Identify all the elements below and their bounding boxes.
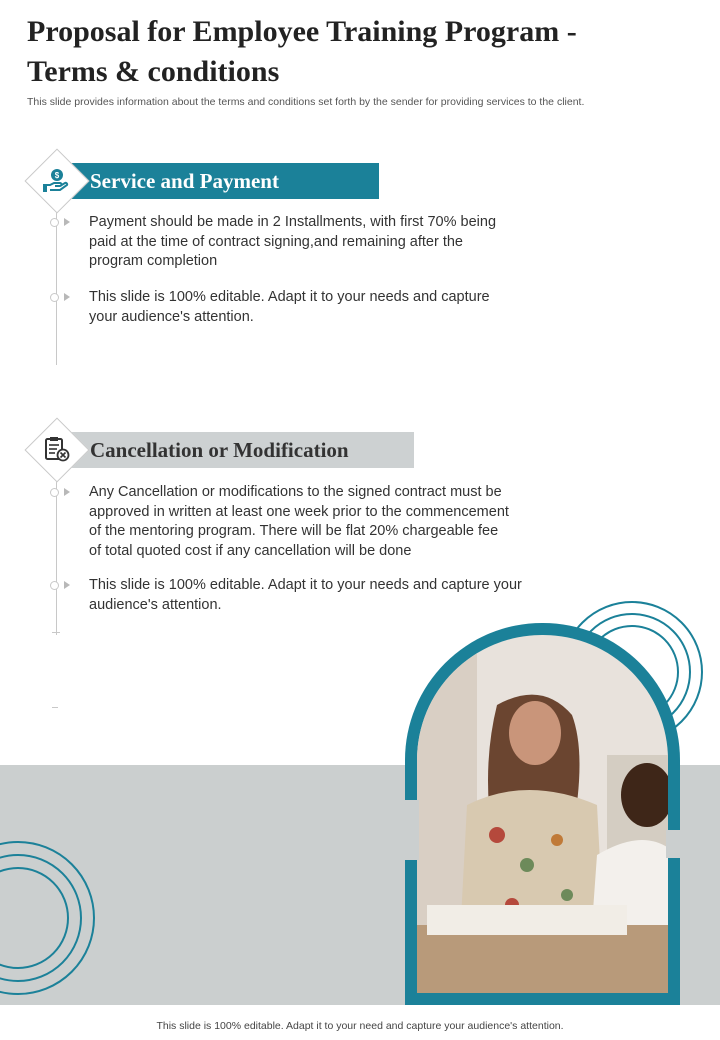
- concentric-circles-left: [0, 840, 100, 1000]
- bullet-line: of total quoted cost if any cancellation will be done: [89, 542, 412, 559]
- frame-gap: [405, 800, 419, 860]
- bullet-line: program completion: [89, 253, 218, 269]
- section-heading-cancellation: [72, 432, 414, 468]
- section-icon-badge: [24, 148, 88, 212]
- timeline-tick: [52, 632, 60, 633]
- footer-text: This slide is 100% editable. Adapt it to your need and capture your audience's attention.: [156, 1020, 564, 1032]
- bullet-line: Payment should be made in 2 Installments, with first 70% being: [89, 214, 497, 230]
- bullet-line: audience's attention.: [89, 596, 222, 613]
- title-line-2: Terms & conditions: [27, 55, 280, 88]
- section-heading-text: Cancellation or Modification: [90, 438, 349, 462]
- timeline-line-1: [56, 205, 57, 365]
- bullet-line: This slide is 100% editable. Adapt it to your needs and capture your: [89, 577, 522, 593]
- section-icon-badge: [24, 417, 88, 481]
- svg-text:$: $: [54, 171, 60, 180]
- hand-money-icon: [42, 166, 70, 194]
- photo-frame: [405, 623, 680, 1005]
- title-line-1: Proposal for Employee Training Program -: [27, 15, 577, 48]
- training-photo: [417, 635, 668, 993]
- bullet-line: your audience's attention.: [89, 308, 254, 325]
- section-heading-text: Service and Payment: [90, 169, 279, 193]
- frame-gap: [666, 830, 680, 858]
- bullet-line: paid at the time of contract signing,and remaining after the: [89, 233, 463, 250]
- bullet-line: of the mentoring program. There will be flat 20% chargeable fee: [89, 523, 499, 539]
- timeline-line-2: [56, 475, 57, 635]
- photo-illustration: [417, 635, 668, 993]
- page-title: [27, 12, 707, 92]
- timeline-tick-2: [52, 707, 58, 708]
- bullet-line: Any Cancellation or modifications to the signed contract must be: [89, 484, 502, 500]
- bullet-line: This slide is 100% editable. Adapt it to your needs and capture: [89, 289, 490, 305]
- clipboard-cancel-icon: [42, 435, 70, 463]
- page-subtitle: This slide provides information about the terms and conditions set forth by the sender for providing services to the client.: [27, 96, 585, 108]
- bullet-line: approved in written at least one week prior to the commencement: [89, 503, 509, 520]
- section-heading-service-payment: [72, 163, 379, 199]
